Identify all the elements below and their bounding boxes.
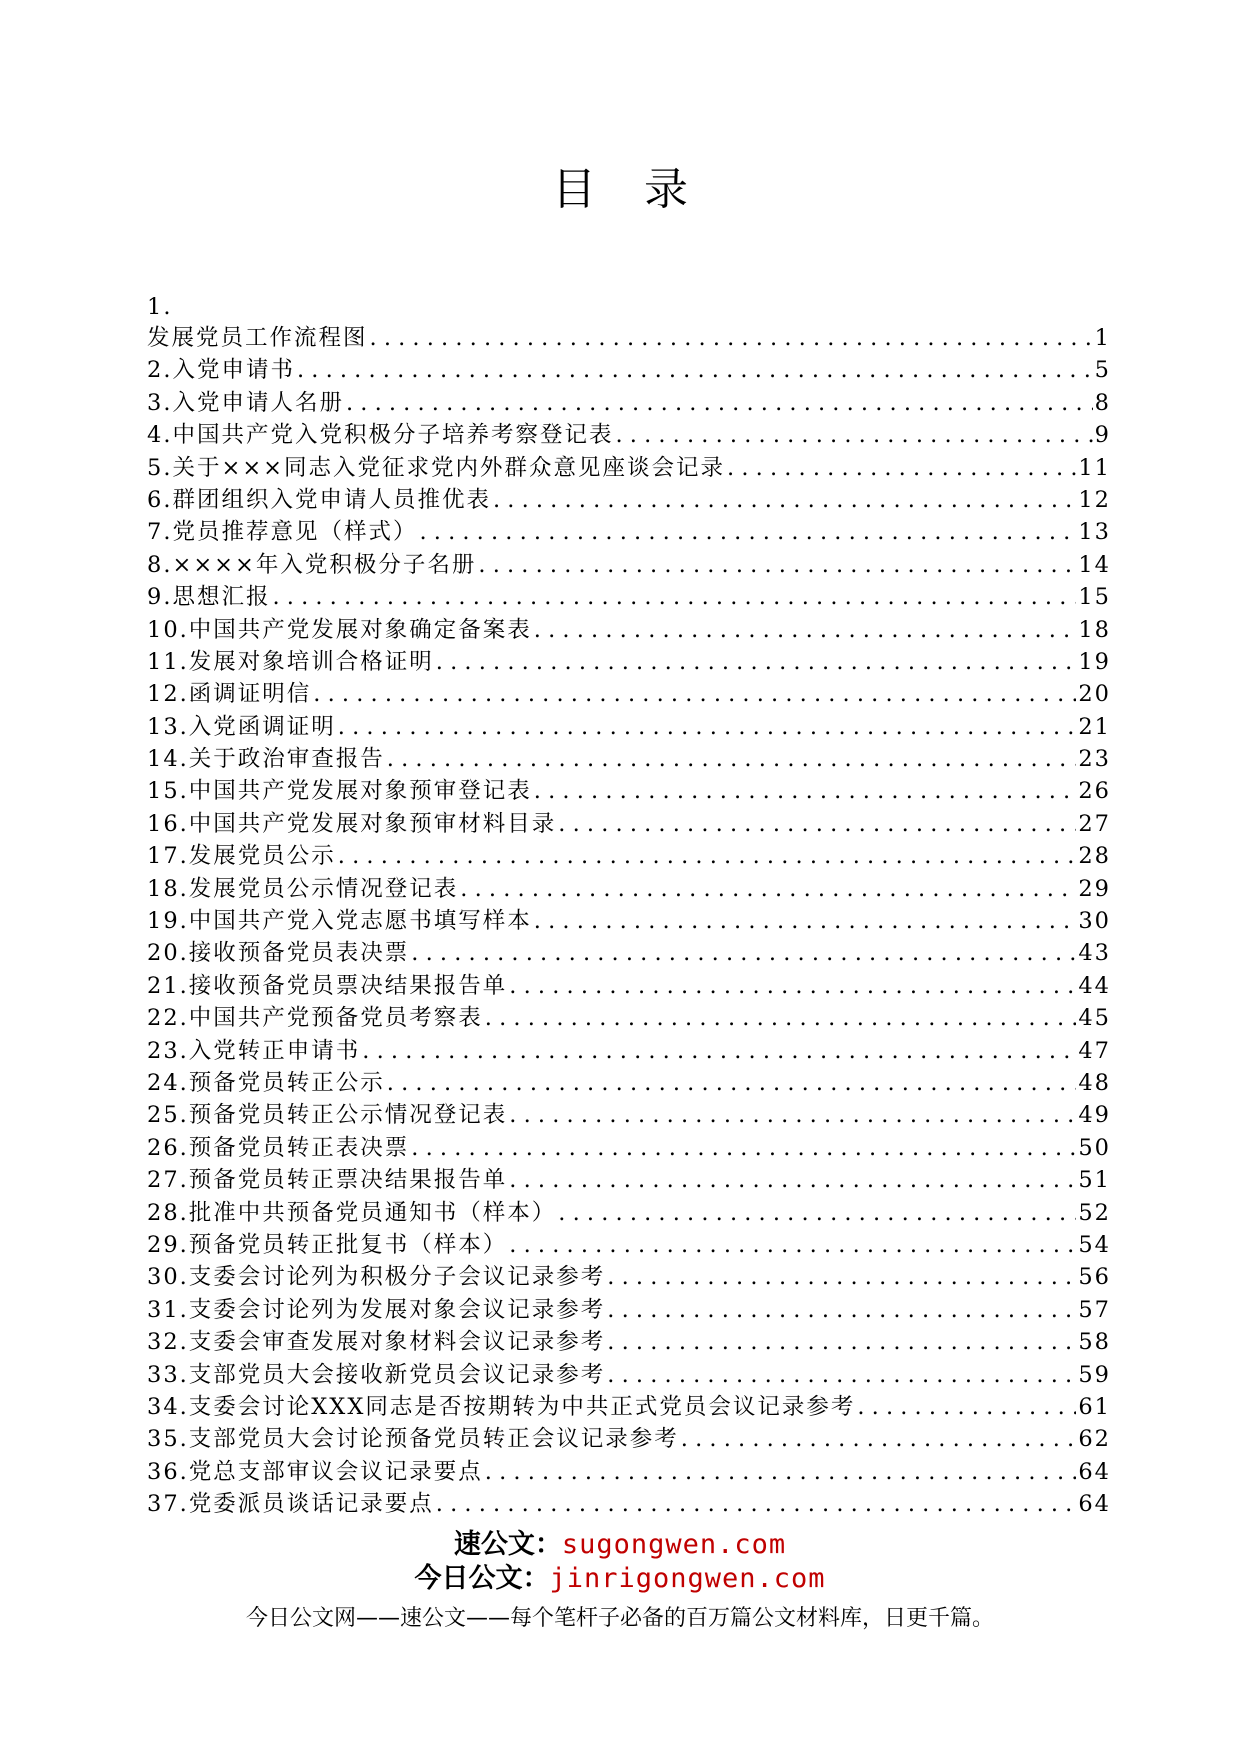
toc-entry-label: 34.支委会讨论XXX同志是否按期转为中共正式党员会议记录参考 bbox=[147, 1393, 856, 1420]
footer-tagline: 今日公文网——速公文——每个笔杆子必备的百万篇公文材料库，日更千篇。 bbox=[245, 1606, 994, 1631]
toc-entry-page-number: 54 bbox=[1078, 1231, 1111, 1258]
toc-entry-page-number: 62 bbox=[1078, 1426, 1111, 1453]
toc-dot-leader bbox=[478, 549, 1076, 581]
toc-entry-label: 7.党员推荐意见（样式） bbox=[147, 519, 418, 546]
toc-entry[interactable] bbox=[147, 1164, 1111, 1196]
footer-site-label: 速公文： bbox=[453, 1529, 562, 1560]
toc-dot-leader bbox=[297, 354, 1093, 386]
toc-entry-label: 27.预备党员转正票决结果报告单 bbox=[147, 1167, 508, 1194]
toc-entry[interactable] bbox=[147, 614, 1111, 646]
toc-entry[interactable] bbox=[147, 1067, 1111, 1099]
toc-entry[interactable] bbox=[147, 1423, 1111, 1455]
toc-first-entry-number: 1. bbox=[147, 294, 173, 320]
toc-entry-label: 25.预备党员转正公示情况登记表 bbox=[147, 1102, 508, 1129]
toc-entry-label: 36.党总支部审议会议记录要点 bbox=[147, 1458, 483, 1485]
toc-entry-page-number: 5 bbox=[1094, 357, 1111, 384]
toc-entry-page-number: 52 bbox=[1078, 1199, 1111, 1226]
toc-entry-page-number: 64 bbox=[1078, 1491, 1111, 1518]
toc-entry-page-number: 48 bbox=[1078, 1069, 1111, 1096]
toc-entry[interactable] bbox=[147, 1261, 1111, 1293]
toc-entry-page-number: 47 bbox=[1078, 1037, 1111, 1064]
toc-dot-leader bbox=[313, 678, 1076, 710]
toc-entry[interactable] bbox=[147, 1391, 1111, 1423]
toc-entry[interactable] bbox=[147, 1132, 1111, 1164]
toc-entry-label: 18.发展党员公示情况登记表 bbox=[147, 875, 459, 902]
table-of-contents bbox=[147, 292, 1111, 1520]
toc-entry-label: 12.函调证明信 bbox=[147, 681, 312, 708]
toc-entry-label: 11.发展对象培训合格证明 bbox=[147, 648, 434, 675]
toc-dot-leader bbox=[387, 743, 1077, 775]
toc-entry-page-number: 64 bbox=[1078, 1458, 1111, 1485]
toc-dot-leader bbox=[436, 646, 1077, 678]
toc-dot-leader bbox=[509, 1229, 1076, 1261]
toc-entry[interactable] bbox=[147, 516, 1111, 548]
footer-site-label: 今日公文： bbox=[414, 1563, 550, 1594]
toc-dot-leader bbox=[607, 1261, 1076, 1293]
toc-entry-page-number: 59 bbox=[1078, 1361, 1111, 1388]
toc-dot-leader bbox=[509, 970, 1076, 1002]
footer-sugongwen bbox=[0, 1528, 1240, 1562]
toc-entry-page-number: 49 bbox=[1078, 1102, 1111, 1129]
toc-entry[interactable] bbox=[147, 322, 1111, 354]
toc-entry[interactable] bbox=[147, 1456, 1111, 1488]
toc-entry-label: 24.预备党员转正公示 bbox=[147, 1069, 385, 1096]
toc-entry-page-number: 19 bbox=[1078, 648, 1111, 675]
toc-entry-page-number: 58 bbox=[1078, 1329, 1111, 1356]
toc-entry-page-number: 45 bbox=[1078, 1005, 1111, 1032]
toc-dot-leader bbox=[607, 1294, 1076, 1326]
toc-entry-label: 8.××××年入党积极分子名册 bbox=[147, 551, 477, 578]
toc-entry-page-number: 50 bbox=[1078, 1134, 1111, 1161]
toc-entry-page-number: 61 bbox=[1078, 1393, 1111, 1420]
toc-entry-label: 2.入党申请书 bbox=[147, 357, 295, 384]
toc-dot-leader bbox=[485, 1456, 1077, 1488]
toc-entry-page-number: 26 bbox=[1078, 778, 1111, 805]
toc-entry-label: 30.支委会讨论列为积极分子会议记录参考 bbox=[147, 1264, 606, 1291]
toc-entry-label: 20.接收预备党员表决票 bbox=[147, 940, 410, 967]
toc-entry-label: 19.中国共产党入党志愿书填写样本 bbox=[147, 908, 532, 935]
page-title: 目录 bbox=[552, 164, 736, 215]
toc-entry-label: 28.批准中共预备党员通知书（样本） bbox=[147, 1199, 557, 1226]
toc-entry-page-number: 27 bbox=[1078, 810, 1111, 837]
toc-entry[interactable] bbox=[147, 808, 1111, 840]
toc-entry-page-number: 1 bbox=[1094, 325, 1111, 351]
toc-dot-leader bbox=[346, 387, 1093, 419]
toc-entry[interactable] bbox=[147, 1099, 1111, 1131]
toc-entry-page-number: 14 bbox=[1078, 551, 1111, 578]
toc-entry[interactable] bbox=[147, 354, 1111, 386]
toc-entry-label: 6.群团组织入党申请人员推优表 bbox=[147, 486, 491, 513]
toc-dot-leader bbox=[607, 1359, 1076, 1391]
toc-dot-leader bbox=[436, 1488, 1077, 1520]
toc-entry-label: 16.中国共产党发展对象预审材料目录 bbox=[147, 810, 557, 837]
toc-entry-label: 14.关于政治审查报告 bbox=[147, 746, 385, 773]
toc-dot-leader bbox=[615, 419, 1092, 451]
toc-entry-page-number: 11 bbox=[1078, 454, 1111, 481]
toc-entry-page-number: 30 bbox=[1078, 908, 1111, 935]
toc-entry-page-number: 51 bbox=[1078, 1167, 1111, 1194]
toc-entry[interactable] bbox=[147, 1035, 1111, 1067]
toc-entry-label: 26.预备党员转正表决票 bbox=[147, 1134, 410, 1161]
toc-dot-leader bbox=[338, 711, 1077, 743]
toc-dot-leader bbox=[727, 452, 1076, 484]
toc-entry-page-number: 18 bbox=[1078, 616, 1111, 643]
toc-entry-label: 33.支部党员大会接收新党员会议记录参考 bbox=[147, 1361, 606, 1388]
toc-entry-page-number: 23 bbox=[1078, 746, 1111, 773]
toc-dot-leader bbox=[558, 1197, 1076, 1229]
toc-entry-label: 15.中国共产党发展对象预审登记表 bbox=[147, 778, 532, 805]
toc-entry-page-number: 20 bbox=[1078, 681, 1111, 708]
toc-dot-leader bbox=[362, 1035, 1076, 1067]
toc-list bbox=[147, 322, 1111, 1520]
toc-entry-page-number: 57 bbox=[1078, 1296, 1111, 1323]
toc-entry[interactable] bbox=[147, 1488, 1111, 1520]
toc-entry-page-number: 13 bbox=[1078, 519, 1111, 546]
toc-entry-page-number: 43 bbox=[1078, 940, 1111, 967]
toc-entry-label: 35.支部党员大会讨论预备党员转正会议记录参考 bbox=[147, 1426, 679, 1453]
toc-entry[interactable] bbox=[147, 905, 1111, 937]
toc-entry-page-number: 21 bbox=[1078, 713, 1111, 740]
toc-entry-label: 29.预备党员转正批复书（样本） bbox=[147, 1231, 508, 1258]
toc-entry[interactable] bbox=[147, 1002, 1111, 1034]
toc-dot-leader bbox=[607, 1326, 1076, 1358]
toc-entry-page-number: 15 bbox=[1078, 584, 1111, 611]
toc-dot-leader bbox=[493, 484, 1076, 516]
toc-entry-label: 23.入党转正申请书 bbox=[147, 1037, 361, 1064]
toc-entry[interactable] bbox=[147, 937, 1111, 969]
toc-entry-label: 4.中国共产党入党积极分子培养考察登记表 bbox=[147, 422, 614, 449]
toc-entry[interactable] bbox=[147, 873, 1111, 905]
toc-dot-leader bbox=[509, 1099, 1076, 1131]
toc-dot-leader bbox=[419, 516, 1076, 548]
toc-dot-leader bbox=[411, 937, 1076, 969]
toc-entry[interactable] bbox=[147, 840, 1111, 872]
toc-entry[interactable] bbox=[147, 1326, 1111, 1358]
toc-dot-leader bbox=[370, 322, 1093, 354]
toc-dot-leader bbox=[387, 1067, 1077, 1099]
footer-site-link[interactable]: sugongwen.com bbox=[561, 1529, 787, 1560]
toc-entry[interactable] bbox=[147, 549, 1111, 581]
toc-entry-label: 31.支委会讨论列为发展对象会议记录参考 bbox=[147, 1296, 606, 1323]
toc-entry[interactable] bbox=[147, 1229, 1111, 1261]
toc-entry-page-number: 56 bbox=[1078, 1264, 1111, 1291]
toc-entry[interactable] bbox=[147, 775, 1111, 807]
toc-dot-leader bbox=[534, 905, 1077, 937]
toc-entry[interactable] bbox=[147, 419, 1111, 451]
toc-entry-label: 发展党员工作流程图 bbox=[147, 325, 368, 351]
toc-entry-label: 10.中国共产党发展对象确定备案表 bbox=[147, 616, 532, 643]
toc-entry-page-number: 12 bbox=[1078, 486, 1111, 513]
toc-dot-leader bbox=[485, 1002, 1077, 1034]
toc-entry[interactable] bbox=[147, 581, 1111, 613]
toc-dot-leader bbox=[338, 840, 1077, 872]
toc-entry-label: 21.接收预备党员票决结果报告单 bbox=[147, 972, 508, 999]
toc-entry[interactable] bbox=[147, 711, 1111, 743]
toc-entry[interactable] bbox=[147, 1197, 1111, 1229]
toc-entry-label: 32.支委会审查发展对象材料会议记录参考 bbox=[147, 1329, 606, 1356]
toc-entry-label: 13.入党函调证明 bbox=[147, 713, 336, 740]
toc-entry-label: 22.中国共产党预备党员考察表 bbox=[147, 1005, 483, 1032]
toc-dot-leader bbox=[558, 808, 1076, 840]
toc-entry[interactable] bbox=[147, 484, 1111, 516]
toc-entry-page-number: 29 bbox=[1078, 875, 1111, 902]
toc-entry[interactable] bbox=[147, 970, 1111, 1002]
toc-dot-leader bbox=[460, 873, 1076, 905]
toc-dot-leader bbox=[534, 775, 1077, 807]
toc-entry-label: 3.入党申请人名册 bbox=[147, 389, 344, 416]
toc-dot-leader bbox=[272, 581, 1076, 613]
toc-entry-label: 5.关于×××同志入党征求党内外群众意见座谈会记录 bbox=[147, 454, 726, 481]
toc-entry-page-number: 28 bbox=[1078, 843, 1111, 870]
toc-entry[interactable] bbox=[147, 646, 1111, 678]
toc-entry[interactable] bbox=[147, 387, 1111, 419]
toc-entry[interactable] bbox=[147, 1359, 1111, 1391]
toc-dot-leader bbox=[681, 1423, 1077, 1455]
footer-jinrigongwen bbox=[0, 1562, 1240, 1596]
toc-dot-leader bbox=[509, 1164, 1076, 1196]
toc-dot-leader bbox=[857, 1391, 1076, 1423]
footer-site-link[interactable]: jinrigongwen.com bbox=[549, 1563, 826, 1594]
toc-dot-leader bbox=[411, 1132, 1076, 1164]
toc-entry[interactable] bbox=[147, 1294, 1111, 1326]
toc-dot-leader bbox=[534, 614, 1077, 646]
toc-entry[interactable] bbox=[147, 743, 1111, 775]
toc-entry[interactable] bbox=[147, 678, 1111, 710]
toc-entry-label: 37.党委派员谈话记录要点 bbox=[147, 1491, 434, 1518]
toc-entry-page-number: 44 bbox=[1078, 972, 1111, 999]
toc-entry-label: 9.思想汇报 bbox=[147, 584, 271, 611]
toc-entry[interactable] bbox=[147, 452, 1111, 484]
toc-entry-page-number: 8 bbox=[1094, 389, 1111, 416]
toc-entry-label: 17.发展党员公示 bbox=[147, 843, 336, 870]
toc-entry-page-number: 9 bbox=[1094, 422, 1111, 449]
